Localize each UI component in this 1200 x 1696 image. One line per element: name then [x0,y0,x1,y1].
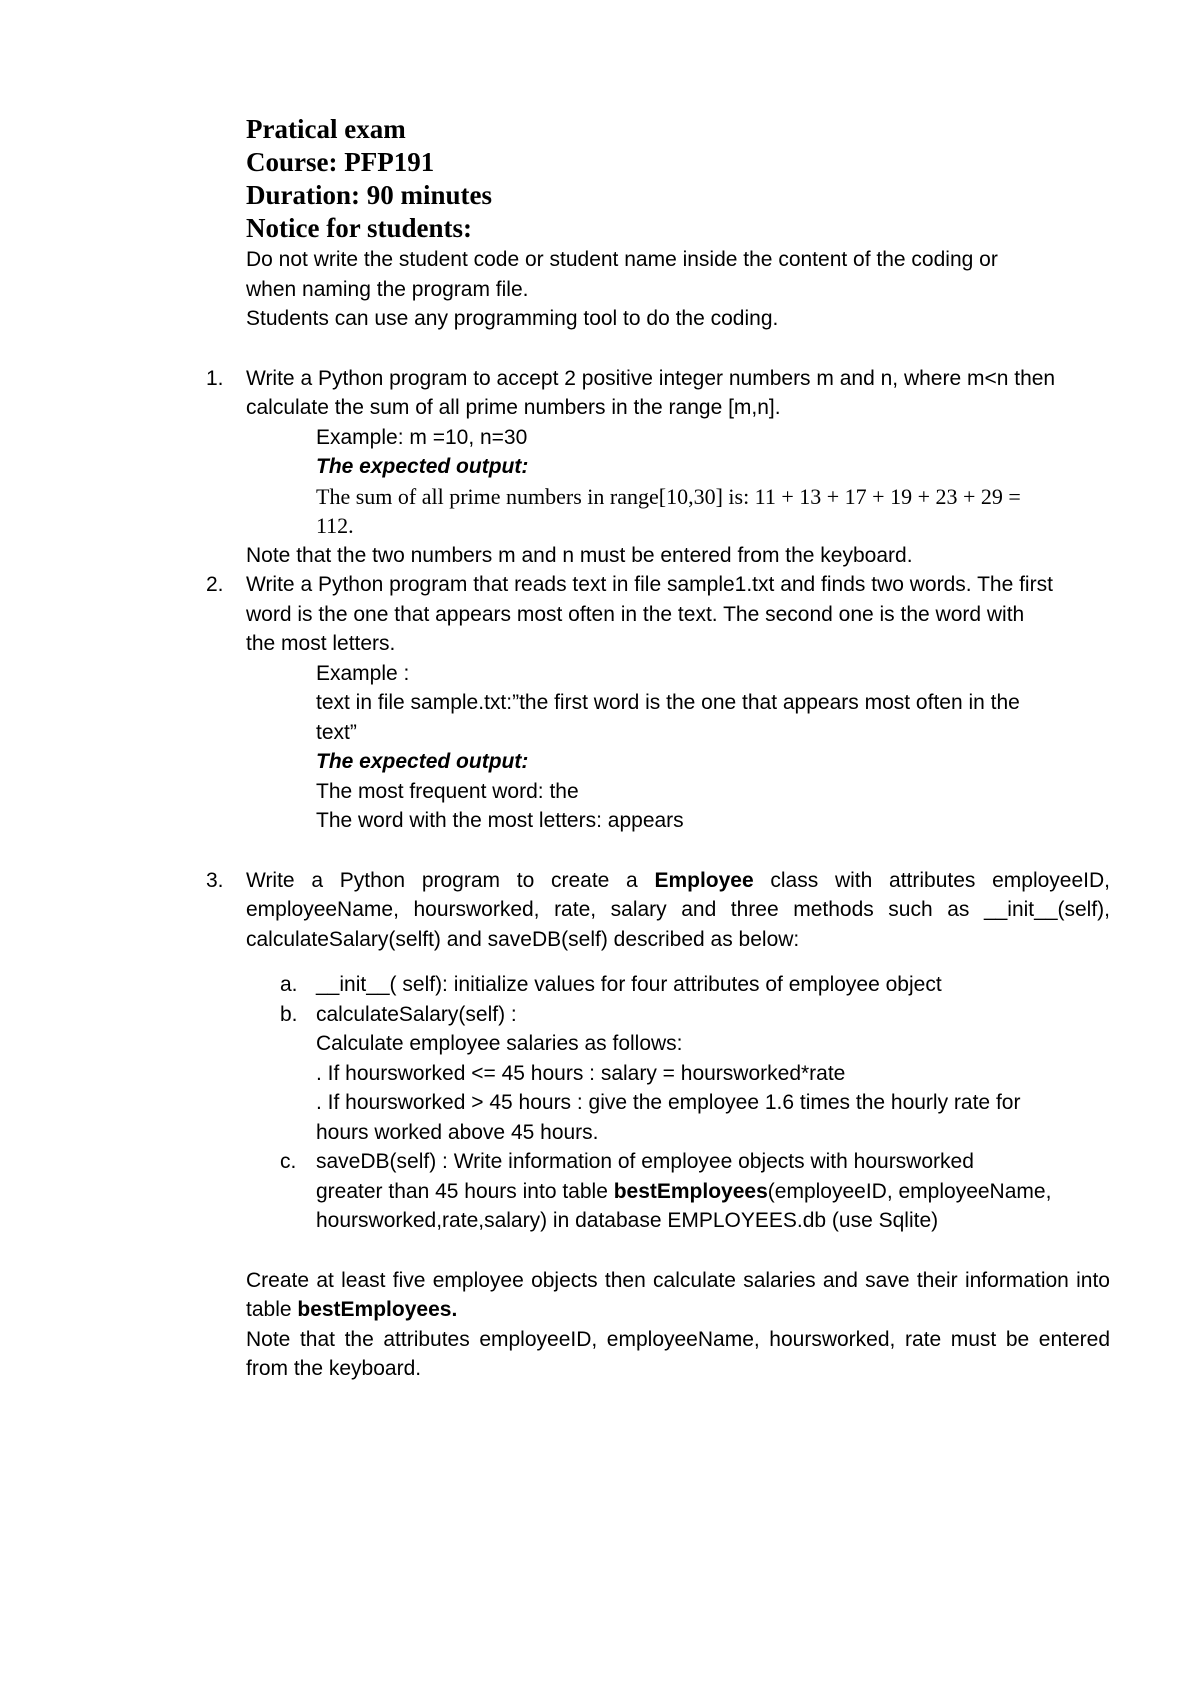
exam-content [206,113,1110,1384]
q3-item-b [280,1000,1110,1148]
q3-item-b-line-1: calculateSalary(self) : [316,1002,517,1026]
q1-output-line-1: The sum of all prime numbers in range[10,30] is: 11 + 13 + 17 + 19 + 23 + 29 = [316,483,1021,509]
question-3 [206,866,1110,955]
q2-example-block [316,659,1110,836]
q3-item-c-line-1: saveDB(self) : Write information of employee objects with hoursworked [316,1150,974,1173]
q1-expected-label: The expected output: [316,455,529,478]
q2-line-3: the most letters. [246,632,396,655]
course-line: Course: PFP191 [246,147,435,177]
question-1-number: 1. [206,366,224,390]
q1-line-1: Write a Python program to accept 2 positive integer numbers m and n, where m<n then [246,366,1056,390]
question-1 [206,364,1110,541]
q3-item-b-line-3: . If hoursworked <= 45 hours : salary = hoursworked*rate [316,1061,846,1085]
q3-item-c-line-2b: (employeeID, employeeName, [767,1179,1052,1203]
q2-line-2: word is the one that appears most often in the text. The second one is the word with [246,602,1025,626]
q1-note: Note that the two numbers m and n must be entered from the keyboard. [246,543,913,567]
duration-line: Duration: 90 minutes [246,180,493,210]
q3-intro-part-a: Write a Python program to create a [246,868,655,892]
notice-line-2: when naming the program file. [246,277,529,301]
q3-item-a-letter: a. [280,973,298,996]
q3-create-instruction [246,1266,1110,1325]
notice-line-1: Do not write the student code or student name inside the content of the coding or [246,248,998,271]
exam-title: Pratical exam [246,114,406,144]
q3-intro-part-b: class with attributes employeeID, employeeName, hoursworked, rate, salary and three methods such as __init__(self), calculateSalary(selft) and saveDB(self) described as below: [246,868,1110,951]
q3-item-c [280,1147,1110,1236]
q1-example-block [316,423,1110,541]
q3-note: Note that the attributes employeeID, employeeName, hoursworked, rate must be entered from the keyboard. [246,1327,1110,1380]
q3-item-c-line-3: hoursworked,rate,salary) in database EMPLOYEES.db (use Sqlite) [316,1209,939,1232]
question-2 [206,570,1110,836]
question-3-number: 3. [206,868,224,892]
q3-item-b-line-2: Calculate employee salaries as follows: [316,1032,683,1055]
q3-item-c-table-name: bestEmployees [613,1179,768,1203]
q2-output-line-1: The most frequent word: the [316,779,579,803]
q1-line-2: calculate the sum of all prime numbers in the range [m,n]. [246,396,781,419]
q3-item-b-letter: b. [280,1002,298,1026]
notice-title: Notice for students: [246,213,472,243]
q2-output-line-2: The word with the most letters: appears [316,809,684,832]
q1-output-line-2: 112. [316,513,354,538]
q1-example: Example: m =10, n=30 [316,425,528,449]
q2-expected-label: The expected output: [316,750,529,773]
question-2-number: 2. [206,573,224,596]
q3-item-a-text: __init__( self): initialize values for four attributes of employee object [316,973,942,996]
q2-example: Example : [316,661,410,685]
notice-line-3: Students can use any programming tool to do the coding. [246,307,779,330]
q3-item-a [280,970,1110,1000]
q2-sample-line-2: text” [316,720,357,744]
q3-item-b-line-5: hours worked above 45 hours. [316,1120,599,1144]
q3-item-c-letter: c. [280,1150,297,1173]
q2-line-1: Write a Python program that reads text in file sample1.txt and finds two words. The first [246,573,1053,596]
q3-item-c-line-2a: greater than 45 hours into table [316,1179,614,1203]
q3-item-c-line-2 [316,1177,1110,1207]
q3-create-text: Create at least five employee objects then calculate salaries and save their information into table [246,1268,1110,1321]
q3-create-table-name: bestEmployees. [297,1298,458,1321]
q2-sample-line-1: text in file sample.txt:”the first word is the one that appears most often in the [316,691,1020,714]
q3-intro-class-name: Employee [654,868,754,892]
q3-intro [246,866,1110,955]
q3-item-b-line-4: . If hoursworked > 45 hours : give the employee 1.6 times the hourly rate for [316,1091,1021,1114]
